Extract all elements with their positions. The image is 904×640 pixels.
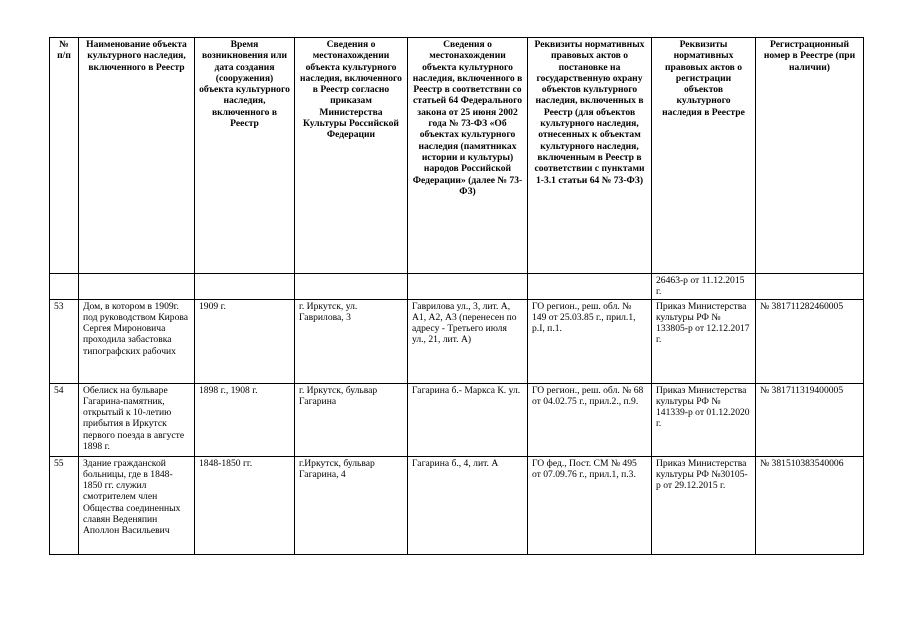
row-location-law: Гагарина б., 4, лит. А [408,456,528,554]
row-number: 53 [50,299,79,383]
header-reg-number: Регистрационный номер в Реестре (при наличии) [756,38,864,274]
row-date: 1848-1850 гг. [195,456,295,554]
row-location-law: Гагарина б.- Маркса К. ул. [408,383,528,456]
continuation-cell [195,274,295,300]
header-location-order: Сведения о местонахождении объекта культурного наследия, включенного в Реестр согласно приказам Министерства Культуры Российской Федерации [295,38,408,274]
header-number: № п/п [50,38,79,274]
header-row [50,38,864,274]
row-name: Обелиск на бульваре Гагарина-памятник, открытый к 10-летию прибытия в Иркутск первого поезда в августе 1898 г. [79,383,195,456]
continuation-cell [295,274,408,300]
row-number: 55 [50,456,79,554]
row-registry-act: Приказ Министерства культуры РФ № 141339-р от 01.12.2020 г. [652,383,756,456]
continuation-cell [756,274,864,300]
continuation-cell [528,274,652,300]
row-protection-act: ГО регион., реш. обл. № 149 от 25.03.85 г., прил.1, р.I, п.1. [528,299,652,383]
row-name: Здание гражданской больницы, где в 1848-1850 гг. служил смотрителем член Общества соединенных славян Веденяпин Аполлон Васильевич [79,456,195,554]
continuation-order-text: 26463-р от 11.12.2015 г. [652,274,756,300]
table-row [50,456,864,554]
header-name: Наименование объекта культурного наследия, включенного в Реестр [79,38,195,274]
heritage-registry-table [49,37,864,555]
row-location-order: г. Иркутск, бульвар Гагарина [295,383,408,456]
row-registry-act: Приказ Министерства культуры РФ № 133805-р от 12.12.2017 г. [652,299,756,383]
row-reg-number: № 381711282460005 [756,299,864,383]
row-number: 54 [50,383,79,456]
row-location-order: г. Иркутск, ул. Гаврилова, 3 [295,299,408,383]
row-location-law: Гаврилова ул., 3, лит. А, А1, А2, А3 (перенесен по адресу - Третьего июля ул., 21, лит. А) [408,299,528,383]
table-row [50,383,864,456]
row-name: Дом, в котором в 1909г. под руководством Кирова Сергея Мироновича проходила забастовка типографских рабочих [79,299,195,383]
row-reg-number: № 381510383540006 [756,456,864,554]
header-date: Время возникновения или дата создания (сооружения) объекта культурного наследия, включенного в Реестр [195,38,295,274]
header-registry-act: Реквизиты нормативных правовых актов о регистрации объектов культурного наследия в Реестре [652,38,756,274]
row-date: 1898 г., 1908 г. [195,383,295,456]
row-location-order: г.Иркутск, бульвар Гагарина, 4 [295,456,408,554]
table-row [50,299,864,383]
header-protection-act: Реквизиты нормативных правовых актов о постановке на государственную охрану объектов культурного наследия, включенных в Реестр (для объектов культурного наследия, отнесенных к объектам культурного наследия, включенным в Реестр в соответствии с пунктами 1-3.1 статьи 64 № 73-ФЗ) [528,38,652,274]
row-protection-act: ГО фед., Пост. СМ № 495 от 07.09.76 г., прил.1, п.3. [528,456,652,554]
header-location-law: Сведения о местонахождении объекта культурного наследия, включенного в Реестр в соответствии со статьей 64 Федерального закона от 25 июня 2002 года № 73-ФЗ «Об объектах культурного наследия (памятниках истории и культуры) народов Российской Федерации» (далее № 73-ФЗ) [408,38,528,274]
continuation-row [50,274,864,300]
continuation-cell [50,274,79,300]
row-date: 1909 г. [195,299,295,383]
continuation-cell [79,274,195,300]
row-reg-number: № 381711319400005 [756,383,864,456]
continuation-cell [408,274,528,300]
row-registry-act: Приказ Министерства культуры РФ №30105-р от 29.12.2015 г. [652,456,756,554]
row-protection-act: ГО регион., реш. обл. № 68 от 04.02.75 г., прил.2., п.9. [528,383,652,456]
